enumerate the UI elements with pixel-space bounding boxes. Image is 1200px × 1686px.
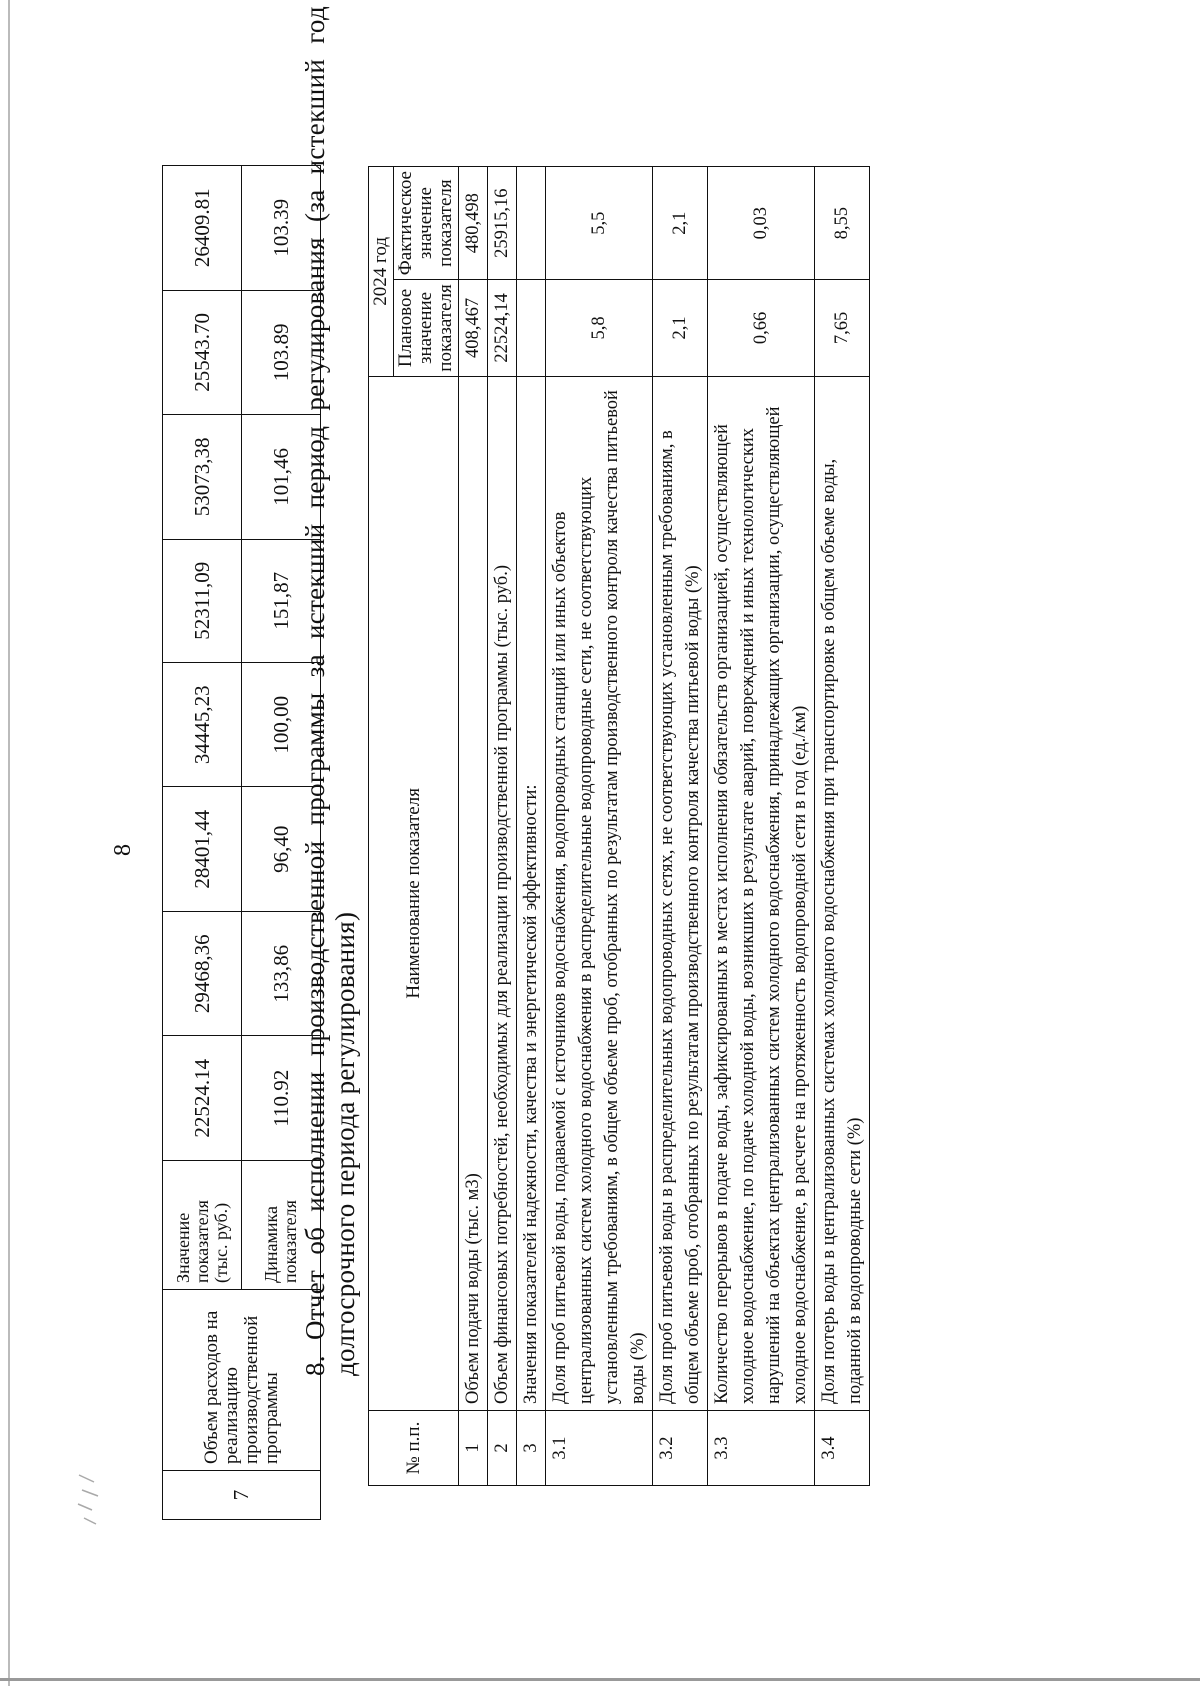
- table-cell: 103.39: [242, 166, 321, 291]
- table-row: [815, 167, 870, 1486]
- plan-value: 5,8: [546, 280, 653, 376]
- table-cell: 96,40: [242, 787, 321, 912]
- fact-value: 8,55: [815, 167, 870, 280]
- plan-value: 7,65: [815, 280, 870, 376]
- value-label: Значение показателя (тыс. руб.): [163, 1161, 242, 1290]
- table-cell: 26409.81: [163, 166, 242, 291]
- table-row: [653, 167, 708, 1486]
- row-no: 3.2: [653, 1411, 708, 1486]
- row-name: Значения показателей надежности, качества и энергетической эффективности:: [517, 376, 546, 1410]
- expenses-table: [162, 165, 321, 1520]
- table-row: [708, 167, 815, 1486]
- row-number: 7: [163, 1471, 321, 1520]
- row-no: 3: [517, 1411, 546, 1486]
- fact-value: [517, 167, 546, 280]
- header-no: № п.п.: [369, 1411, 459, 1486]
- table-row: [546, 167, 653, 1486]
- table-row: [488, 167, 517, 1486]
- section-heading: 8. Отчет об исполнении производственной программы за истекший период регулирования (за истекший год долгосрочного периода регулирования): [300, 6, 360, 1376]
- table-cell: 25543.70: [163, 290, 242, 415]
- plan-value: 2,1: [653, 280, 708, 376]
- row-no: 2: [488, 1411, 517, 1486]
- table-cell: 133,86: [242, 912, 321, 1037]
- table-cell: 151,87: [242, 539, 321, 662]
- row-no: 3.3: [708, 1411, 815, 1486]
- table-cell: 100,00: [242, 663, 321, 788]
- plan-value: [517, 280, 546, 376]
- table-cell: 52311,09: [163, 539, 242, 662]
- table-row: [517, 167, 546, 1486]
- table-row: [163, 166, 242, 1520]
- header-row: [369, 167, 394, 1486]
- row-name: Объем подачи воды (тыс. м3): [459, 376, 488, 1410]
- program-report-table: [368, 166, 870, 1486]
- plan-value: 408,467: [459, 280, 488, 376]
- fact-value: 0,03: [708, 167, 815, 280]
- table-cell: 34445,23: [163, 663, 242, 788]
- fact-value: 480,498: [459, 167, 488, 280]
- ink-mark: [74, 1470, 104, 1530]
- header-name: Наименование показателя: [369, 376, 459, 1410]
- fact-value: 2,1: [653, 167, 708, 280]
- plan-value: 0,66: [708, 280, 815, 376]
- table-cell: 53073,38: [163, 415, 242, 540]
- header-year: 2024 год: [369, 167, 394, 377]
- row-name: Доля проб питьевой воды в распределительных водопроводных сетях, не соответствующих установленным требованиям, в общем объеме проб, отобранных по результатам производственного контроля качества питьевой воды (%): [653, 376, 708, 1410]
- row-name: Объем финансовых потребностей, необходимых для реализации производственной программы (тыс. руб.): [488, 376, 517, 1410]
- row-name: Количество перерывов в подаче воды, зафиксированных в местах исполнения обязательств организацией, осуществляющей холодное водоснабжение, по подаче холодной воды, возникших в результате аварий, повреждений и иных технологических нарушений на объектах централизованных систем холодного водоснабжения, принадлежащих организации, осуществляющей холодное водоснабжение, в расчете на протяженность водопроводной сети в год (ед./км): [708, 376, 815, 1410]
- table-cell: 29468,36: [163, 912, 242, 1037]
- row-no: 3.1: [546, 1411, 653, 1486]
- header-plan: Плановое значение показателя: [394, 280, 459, 376]
- table-row: [459, 167, 488, 1486]
- header-fact: Фактическое значение показателя: [394, 167, 459, 280]
- row-name: Доля потерь воды в централизованных системах холодного водоснабжения при транспортировке в общем объеме воды, поданной в водопроводные сети (%): [815, 376, 870, 1410]
- dynamics-label: Динамика показателя: [242, 1161, 321, 1290]
- page-number: 8: [110, 844, 136, 856]
- table-cell: 22524.14: [163, 1036, 242, 1161]
- table-cell: 103.89: [242, 290, 321, 415]
- row-no: 3.4: [815, 1411, 870, 1486]
- row-name: Доля проб питьевой воды, подаваемой с источников водоснабжения, водопроводных станций или иных объектов централизованных систем холодного водоснабжения в распределительные водопроводные сети, не соответствующих установленным требованиям, в общем объеме проб, отобранных по результатам производственного контроля качества питьевой воды (%): [546, 376, 653, 1410]
- table-cell: 110.92: [242, 1036, 321, 1161]
- fact-value: 5,5: [546, 167, 653, 280]
- table-cell: 101,46: [242, 415, 321, 540]
- table-cell: 28401,44: [163, 787, 242, 912]
- row-no: 1: [459, 1411, 488, 1486]
- row-name: Объем расходов на реализацию производственной программы: [163, 1290, 321, 1471]
- plan-value: 22524,14: [488, 280, 517, 376]
- fact-value: 25915,16: [488, 167, 517, 280]
